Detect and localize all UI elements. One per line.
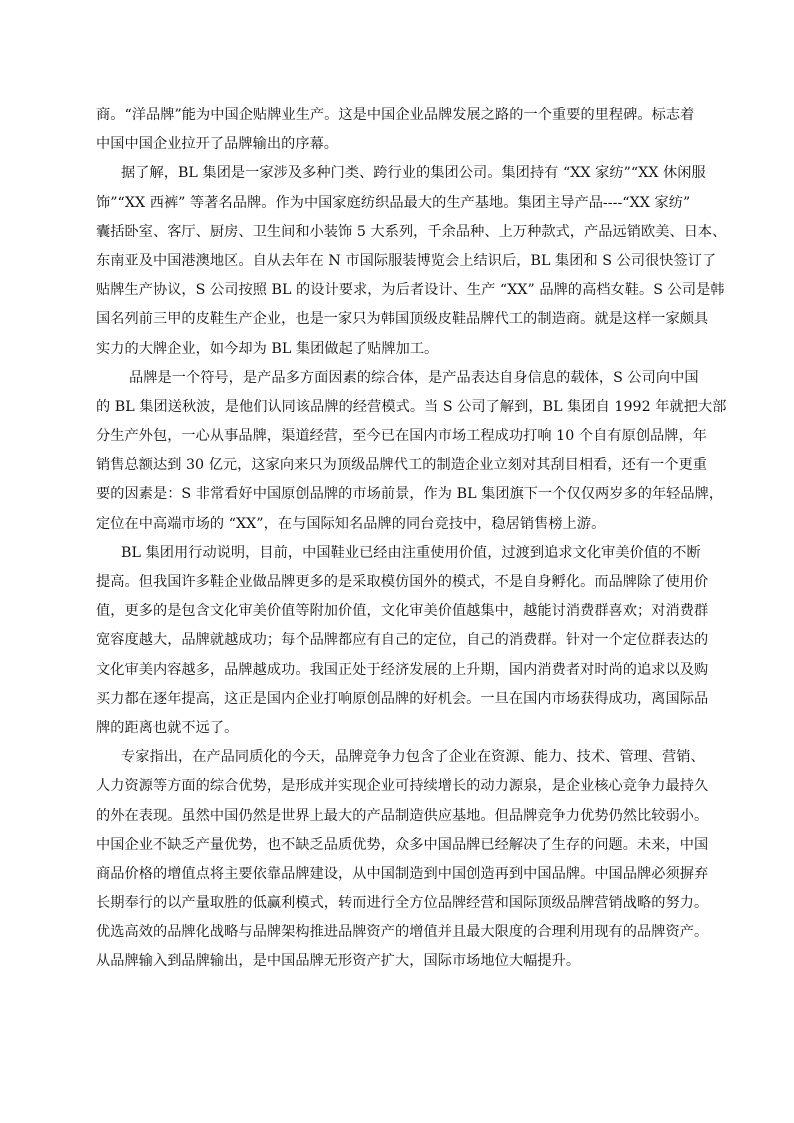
paragraph [96,539,716,743]
paragraph-line: 要的因素是：S 非常看好中国原创品牌的市场前景，作为 BL 集团旗下一个仅仅两岁多的年轻品牌， [96,486,724,503]
paragraph-line: 实力的大牌企业，如今却为 BL 集团做起了贴牌加工。 [96,340,439,357]
paragraph [96,364,727,539]
paragraph-line: 定位在中高端市场的 “XX”，在与国际知名品牌的同台竞技中，稳居销售榜上游。 [96,515,606,532]
paragraph-line: 饰”“XX 西裤” 等著名品牌。作为中国家庭纺织品最大的生产基地。集团主导产品----“XX 家纺” [96,194,691,211]
paragraph-line: 的 BL 集团送秋波，是他们认同该品牌的经营模式。当 S 公司了解到，BL 集团自 1992 年就把大部 [96,398,727,415]
document-body [96,101,727,977]
paragraph [96,743,716,977]
paragraph-line: 提高。但我国许多鞋企业做品牌更多的是采取模仿国外的模式，不是自身孵化。而品牌除了使用价 [96,574,709,590]
paragraph-line: 从品牌输入到品牌输出，是中国品牌无形资产扩大，国际市场地位大幅提升。 [96,953,581,970]
paragraph-line: 人力资源等方面的综合优势，是形成并实现企业可持续增长的动力源泉，是企业核心竞争力最持久 [96,778,709,795]
paragraph-line: 分生产外包，一心从事品牌，渠道经营，至今已在国内市场工程成功打响 10 个自有原创品牌，年 [96,428,708,445]
paragraph [96,101,716,159]
paragraph-line: 值，更多的是包含文化审美价值等附加价值，文化审美价值越集中，越能讨消费群喜欢；对消费群 [96,603,709,620]
paragraph-line: 据了解，BL 集团是一家涉及多种门类、跨行业的集团公司。集团持有 “XX 家纺”“XX 休闲服 [121,165,706,182]
paragraph-line: 中国企业不缺乏产量优势，也不缺乏品质优势，众多中国品牌已经解决了生存的问题。未来，中国 [96,836,709,853]
paragraph-line: 的外在表现。虽然中国仍然是世界上最大的产品制造供应基地。但品牌竞争力优势仍然比较弱小。 [96,807,709,824]
paragraph [96,159,727,363]
paragraph-line: 牌的距离也就不远了。 [96,719,239,736]
paragraph-line: BL 集团用行动说明，目前，中国鞋业已经由注重使用价值，过渡到追求文化审美价值的不断 [121,544,701,561]
paragraph-line: 买力都在逐年提高，这正是国内企业打响原创品牌的好机会。一旦在国内市场获得成功，离国际品 [96,690,709,707]
paragraph-line: 东南亚及中国港澳地区。自从去年在 N 市国际服装博览会上结识后，BL 集团和 S 公司很快签订了 [96,252,717,269]
paragraph-line: 宽容度越大，品牌就越成功；每个品牌都应有自己的定位，自己的消费群。针对一个定位群表达的 [96,632,709,649]
paragraph-line: 商。“洋品牌”能为中国企贴牌业生产。这是中国企业品牌发展之路的一个重要的里程碑。标志着 [96,107,695,123]
paragraph-line: 贴牌生产协议，S 公司按照 BL 的设计要求，为后者设计、生产 “XX” 品牌的高档女鞋。S 公司是韩 [96,282,725,299]
paragraph-line: 品牌是一个符号，是产品多方面因素的综合体，是产品表达自身信息的载体，S 公司向中国 [129,369,699,386]
paragraph-line: 中国中国企业拉开了品牌输出的序幕。 [96,136,339,153]
paragraph-line: 国名列前三甲的皮鞋生产企业，也是一家只为韩国顶级皮鞋品牌代工的制造商。就是这样一家颇具 [96,311,709,328]
paragraph-line: 文化审美内容越多，品牌越成功。我国正处于经济发展的上升期，国内消费者对时尚的追求以及购 [96,661,709,678]
paragraph-line: 囊括卧室、客厅、厨房、卫生间和小装饰 5 大系列，千余品种、上万种款式，产品远销欧美、日本、 [96,223,727,240]
paragraph-line: 优选高效的品牌化战略与品牌架构推进品牌资产的增值并且最大限度的合理利用现有的品牌资产。 [96,924,709,941]
paragraph-line: 商品价格的增值点将主要依靠品牌建设，从中国制造到中国创造再到中国品牌。中国品牌必须摒弃 [96,865,709,882]
paragraph-line: 专家指出，在产品同质化的今天，品牌竞争力包含了企业在资源、能力、技术、管理、营销、 [121,749,705,766]
paragraph-line: 销售总额达到 30 亿元，这家向来只为顶级品牌代工的制造企业立刻对其刮目相看，还有一个更重 [96,457,708,474]
paragraph-line: 长期奉行的以产量取胜的低赢利模式，转而进行全方位品牌经营和国际顶级品牌营销战略的努力。 [96,895,709,912]
